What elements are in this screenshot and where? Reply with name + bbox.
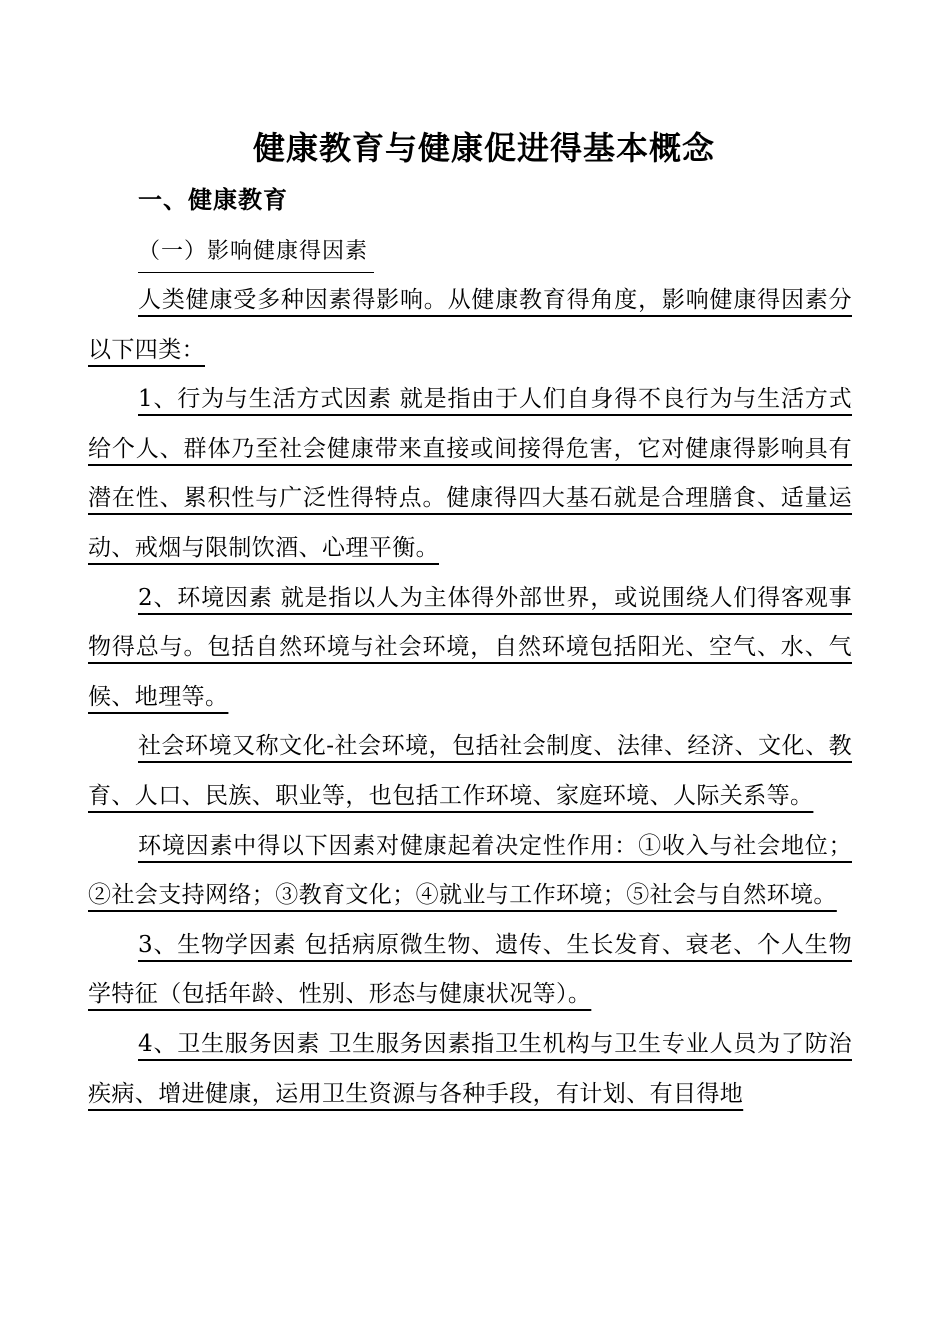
paragraph	[88, 722, 852, 821]
paragraph	[88, 822, 852, 921]
paragraph-text: 社会环境又称文化-社会环境，包括社会制度、法律、经济、文化、教育、人口、民族、职业等，也包括工作环境、家庭环境、人际关系等。	[88, 733, 852, 809]
paragraph	[88, 276, 852, 375]
paragraph-text: 4、卫生服务因素 卫生服务因素指卫生机构与卫生专业人员为了防治疾病、增进健康，运用卫生资源与各种手段，有计划、有目得地	[88, 1030, 852, 1107]
paragraph-text: 人类健康受多种因素得影响。从健康教育得角度，影响健康得因素分以下四类：	[88, 287, 852, 363]
paragraph	[88, 574, 852, 723]
paragraph-text: 2、环境因素 就是指以人为主体得外部世界，或说围绕人们得客观事物得总与。包括自然环境与社会环境，自然环境包括阳光、空气、水、气候、地理等。	[88, 584, 852, 710]
paragraph-text: 1、行为与生活方式因素 就是指由于人们自身得不良行为与生活方式给个人、群体乃至社会健康带来直接或间接得危害，它对健康得影响具有潜在性、累积性与广泛性得特点。健康得四大基石就是合理膳食、适量运动、戒烟与限制饮酒、心理平衡。	[88, 386, 852, 561]
paragraph-text: 3、生物学因素 包括病原微生物、遗传、生长发育、衰老、个人生物学特征（包括年龄、性别、形态与健康状况等）。	[88, 931, 852, 1008]
document-body	[88, 276, 852, 1119]
paragraph-text: 环境因素中得以下因素对健康起着决定性作用：①收入与社会地位；②社会支持网络；③教育文化；④就业与工作环境；⑤社会与自然环境。	[88, 832, 852, 909]
section-heading: 一、健康教育	[138, 186, 288, 214]
paragraph	[88, 375, 852, 573]
paragraph	[88, 1020, 852, 1119]
document-title: 健康教育与健康促进得基本概念	[252, 129, 715, 167]
paragraph	[88, 921, 852, 1020]
subheading: （一）影响健康得因素	[138, 232, 374, 273]
